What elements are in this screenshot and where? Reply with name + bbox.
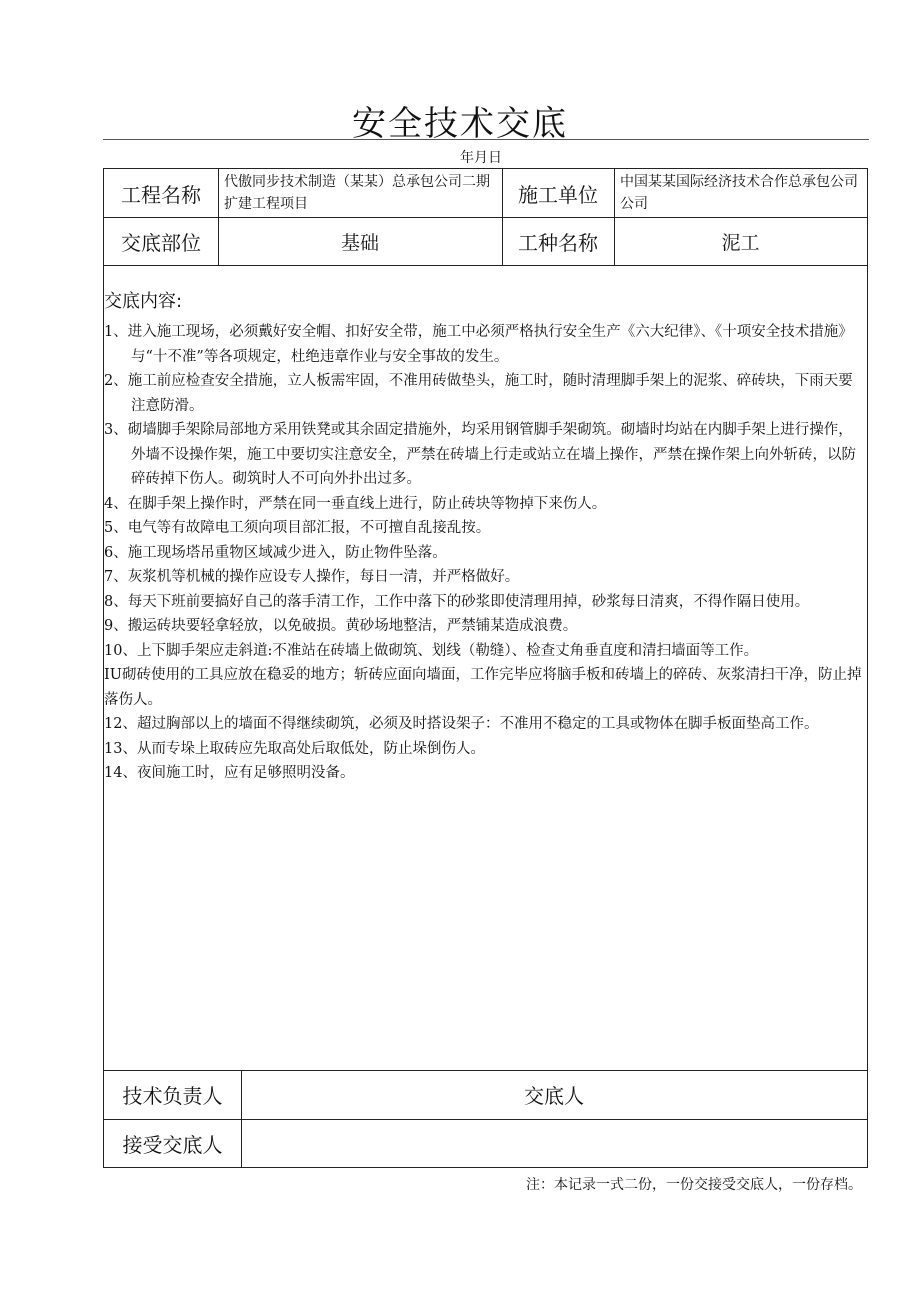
content-heading: 交底内容: xyxy=(104,291,183,312)
project-name-value: 代傲同步技术制造（某某）总承包公司二期扩建工程项目 xyxy=(224,174,490,212)
list-item: 9、搬运砖块要轻拿轻放，以免破损。黄砂场地整洁，严禁铺某造成浪费。 xyxy=(104,618,578,634)
trade-name-label: 工种名称 xyxy=(518,230,598,255)
list-item: 5、电气等有故障电工须向项目部汇报，不可擅自乱接乱按。 xyxy=(104,520,491,536)
list-item: 13、从而专垛上取砖应先取高处后取低处，防止垛倒伤人。 xyxy=(104,740,485,757)
list-item: 8、每天下班前要搞好自己的落手清工作，工作中落下的砂浆即使清理用掉，砂浆每日清爽，不得作隔日使用。 xyxy=(104,593,810,610)
disclosure-part-value: 基础 xyxy=(340,231,379,254)
receiver-signature-field xyxy=(241,1119,867,1167)
project-name-label: 工程名称 xyxy=(121,182,201,207)
tech-lead-label: 技术负责人 xyxy=(122,1084,223,1108)
list-item: 10、上下脚手架应走斜道:不准站在砖墙上做砌筑、划线（勒缝）、检查丈角垂直度和清扫墙面等工作。 xyxy=(104,642,759,659)
row-divider-2 xyxy=(104,265,867,266)
disclosure-part-label: 交底部位 xyxy=(121,230,201,255)
title-underline xyxy=(103,139,869,140)
list-item: 1、进入施工现场，必须戴好安全帽、扣好安全带，施工中必须严格执行安全生产《六大纪律》、《十项安全技术措施》与“十不准”等各项规定，杜绝违章作业与安全事故的发生。 xyxy=(104,324,853,365)
disclosure-sheet xyxy=(103,168,868,1168)
list-item: 6、施工现场塔吊重物区域减少进入，防止物件坠落。 xyxy=(104,544,447,561)
date-line: 年月日 xyxy=(460,150,502,166)
list-item: 7、灰浆机等机械的操作应设专人操作，每日一清，并严格做好。 xyxy=(104,569,520,585)
disclosure-items xyxy=(104,320,866,786)
list-item: 3、砌墙脚手架除局部地方采用铁凳或其余固定措施外，均采用钢管脚手架砌筑。砌墙时均站在内脚手架上进行操作，外墙不设操作架，施工中要切实注意安全，严禁在砖墙上行走或站立在墙上操作，严禁在操作架上向外斩砖，以防碎砖掉下伤人。砌筑时人不可向外扑出过多。 xyxy=(104,422,856,487)
construction-unit-label: 施工单位 xyxy=(518,182,598,207)
discloser-label: 交底人 xyxy=(524,1084,584,1108)
receiver-label: 接受交底人 xyxy=(122,1132,223,1157)
construction-unit-value: 中国某某国际经济技术合作总承包公司公司 xyxy=(620,174,858,212)
list-item: 4、在脚手架上操作时，严禁在同一垂直线上进行，防止砖块等物掉下来伤人。 xyxy=(104,495,607,512)
footnote: 注：本记录一式二份，一份交接受交底人，一份存档。 xyxy=(526,1177,862,1193)
list-item: 14、夜间施工时，应有足够照明没备。 xyxy=(104,765,355,781)
document-title: 安全技术交底 xyxy=(352,104,568,144)
list-item: 2、施工前应检查安全措施，立人板需牢固，不准用砖做垫头，施工时，随时清理脚手架上的泥浆、碎砖块，下雨天要注意防滑。 xyxy=(104,373,853,414)
list-item: 12、超过胸部以上的墙面不得继续砌筑，必须及时搭设架子：不准用不稳定的工具或物体在脚手板面垫高工作。 xyxy=(104,716,819,732)
trade-name-value: 泥工 xyxy=(721,231,760,254)
list-item: IU砌砖使用的工具应放在稳妥的地方；斩砖应面向墙面，工作完毕应将脑手板和砖墙上的碎砖、灰浆清扫干净，防止掉落伤人。 xyxy=(104,667,862,708)
